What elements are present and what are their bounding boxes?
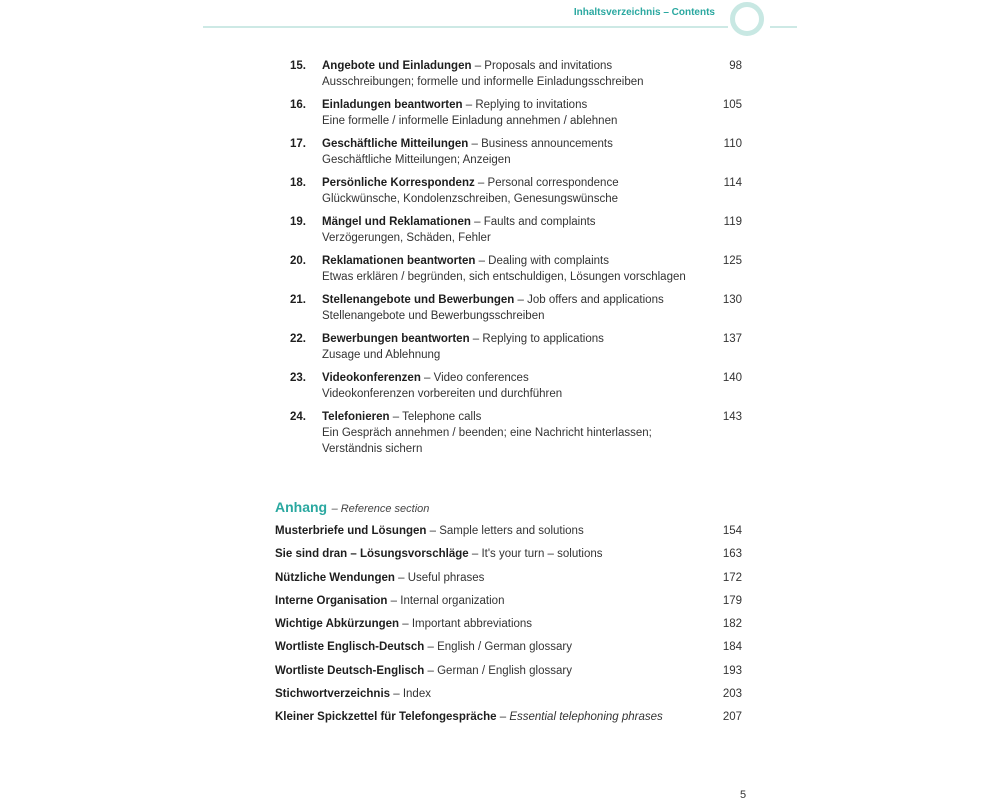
appendix-page-number: 207 bbox=[722, 711, 742, 723]
chapter-title-en: Dealing with complaints bbox=[488, 255, 609, 267]
appendix-title: Anhang bbox=[275, 499, 328, 515]
appendix-title-en: Sample letters and solutions bbox=[439, 525, 584, 537]
chapter-body bbox=[322, 214, 702, 246]
chapter-subtopics: Glückwünsche, Kondolenzschreiben, Genesungswünsche bbox=[322, 193, 618, 205]
toc-chapter-entry[interactable] bbox=[290, 253, 742, 292]
chapter-dash: – bbox=[514, 294, 528, 306]
chapter-subtopics: Verständnis sichern bbox=[322, 443, 423, 455]
chapter-dash: – bbox=[474, 177, 488, 189]
appendix-dash: – bbox=[394, 571, 408, 584]
chapter-number: 21. bbox=[290, 294, 306, 306]
chapter-number: 15. bbox=[290, 60, 306, 72]
chapter-subtopics: Geschäftliche Mitteilungen; Anzeigen bbox=[322, 154, 511, 166]
appendix-page-number: 154 bbox=[722, 525, 742, 537]
chapter-dash: – bbox=[475, 255, 489, 267]
chapter-body bbox=[322, 292, 702, 324]
appendix-entry[interactable] bbox=[275, 546, 742, 569]
chapter-heading-line bbox=[322, 409, 702, 425]
appendix-title-de: Musterbriefe und Lösungen bbox=[275, 525, 427, 537]
chapter-body bbox=[322, 97, 702, 129]
toc-chapter-entry[interactable] bbox=[290, 331, 742, 370]
chapter-number: 18. bbox=[290, 177, 306, 189]
chapter-title-de: Geschäftliche Mitteilungen bbox=[322, 138, 469, 150]
chapter-page-number: 137 bbox=[722, 333, 742, 345]
appendix-dash: – bbox=[496, 711, 510, 723]
chapter-body bbox=[322, 409, 702, 457]
toc-chapter-entry[interactable] bbox=[290, 214, 742, 253]
toc-chapter-entry[interactable] bbox=[290, 409, 742, 464]
appendix-page-number: 184 bbox=[722, 641, 742, 654]
chapter-heading-line bbox=[322, 97, 702, 113]
running-header: Inhaltsverzeichnis – Contents bbox=[573, 7, 715, 18]
appendix-dash: – bbox=[390, 687, 403, 700]
appendix-dash: – bbox=[424, 641, 438, 654]
chapter-title-de: Einladungen beantworten bbox=[322, 99, 463, 111]
appendix-title-en: It's your turn – solutions bbox=[481, 548, 603, 561]
chapter-page-number: 140 bbox=[722, 372, 742, 384]
appendix-heading bbox=[275, 499, 742, 523]
chapter-title-en: Personal correspondence bbox=[487, 177, 619, 189]
appendix-entry[interactable] bbox=[275, 523, 742, 546]
appendix-title-en: Useful phrases bbox=[407, 571, 485, 584]
chapter-title-de: Videokonferenzen bbox=[322, 372, 421, 384]
chapter-title-en: Proposals and invitations bbox=[484, 60, 613, 72]
chapter-body bbox=[322, 136, 702, 168]
chapter-body bbox=[322, 175, 702, 207]
toc-chapter-entry[interactable] bbox=[290, 292, 742, 331]
appendix-subtitle: – Reference section bbox=[331, 503, 430, 515]
chapter-body bbox=[322, 370, 702, 402]
appendix-title-de: Wortliste Englisch-Deutsch bbox=[275, 641, 425, 654]
chapter-dash: – bbox=[469, 333, 483, 345]
toc-chapter-entry[interactable] bbox=[290, 58, 742, 97]
chapter-number: 19. bbox=[290, 216, 306, 228]
appendix-dash: – bbox=[424, 664, 438, 677]
chapter-number: 24. bbox=[290, 411, 306, 423]
chapter-title-de: Stellenangebote und Bewerbungen bbox=[322, 294, 515, 306]
appendix-entry[interactable] bbox=[275, 616, 742, 639]
chapter-title-de: Angebote und Einladungen bbox=[322, 60, 472, 72]
appendix-title-en: Internal organization bbox=[400, 594, 505, 607]
appendix-title-de: Stichwortverzeichnis bbox=[275, 687, 391, 700]
toc-chapter-entry[interactable] bbox=[290, 136, 742, 175]
chapter-dash: – bbox=[389, 411, 403, 423]
chapter-subtopics: Ein Gespräch annehmen / beenden; eine Nachricht hinterlassen; bbox=[322, 427, 652, 439]
appendix-page-number: 172 bbox=[722, 571, 742, 584]
appendix-entry[interactable] bbox=[275, 593, 742, 616]
chapter-heading-line bbox=[322, 175, 702, 191]
header-rule-right bbox=[770, 26, 797, 28]
chapter-title-de: Bewerbungen beantworten bbox=[322, 333, 470, 345]
appendix-title-en: Essential telephoning phrases bbox=[509, 711, 663, 723]
appendix-page-number: 179 bbox=[722, 594, 742, 607]
chapter-title-de: Persönliche Korrespondenz bbox=[322, 177, 475, 189]
appendix-title-de: Kleiner Spickzettel für Telefongespräche bbox=[275, 711, 497, 723]
appendix-page-number: 182 bbox=[722, 618, 742, 630]
appendix-page-number: 163 bbox=[722, 548, 742, 561]
chapter-dash: – bbox=[420, 372, 434, 384]
chapter-number: 22. bbox=[290, 333, 306, 345]
header-ring-ornament bbox=[730, 2, 764, 36]
chapter-list bbox=[290, 58, 742, 464]
chapter-page-number: 105 bbox=[722, 99, 742, 111]
page-number: 5 bbox=[740, 789, 747, 801]
chapter-title-de: Mängel und Reklamationen bbox=[322, 216, 471, 228]
appendix-title-de: Wortliste Deutsch-Englisch bbox=[275, 664, 425, 677]
appendix-title-de: Sie sind dran – Lösungsvorschläge bbox=[275, 548, 469, 561]
chapter-heading-line bbox=[322, 331, 702, 347]
chapter-dash: – bbox=[471, 60, 485, 72]
chapter-title-de: Reklamationen beantworten bbox=[322, 255, 476, 267]
chapter-body bbox=[322, 58, 702, 90]
chapter-title-en: Telephone calls bbox=[402, 411, 482, 423]
chapter-number: 20. bbox=[290, 255, 306, 267]
appendix-entry[interactable] bbox=[275, 639, 742, 662]
chapter-title-en: Business announcements bbox=[481, 138, 613, 150]
chapter-page-number: 125 bbox=[722, 255, 742, 267]
appendix-page-number: 193 bbox=[722, 664, 742, 677]
appendix-dash: – bbox=[387, 594, 401, 607]
appendix-section bbox=[275, 499, 742, 732]
chapter-heading-line bbox=[322, 253, 702, 269]
appendix-title-de: Interne Organisation bbox=[275, 594, 388, 607]
toc-chapter-entry[interactable] bbox=[290, 175, 742, 214]
appendix-list bbox=[275, 523, 742, 732]
appendix-title-de: Nützliche Wendungen bbox=[275, 571, 395, 584]
appendix-title-en: Index bbox=[402, 687, 431, 700]
appendix-page-number: 203 bbox=[722, 687, 742, 700]
chapter-body bbox=[322, 253, 702, 285]
chapter-number: 16. bbox=[290, 99, 306, 111]
chapter-title-en: Video conferences bbox=[433, 372, 529, 384]
chapter-number: 17. bbox=[290, 138, 306, 150]
appendix-entry[interactable] bbox=[275, 570, 742, 593]
appendix-title-en: German / English glossary bbox=[437, 664, 572, 677]
chapter-heading-line bbox=[322, 292, 702, 308]
chapter-dash: – bbox=[462, 99, 476, 111]
chapter-subtopics: Etwas erklären / begründen, sich entschuldigen, Lösungen vorschlagen bbox=[322, 271, 686, 283]
appendix-dash: – bbox=[399, 618, 412, 630]
appendix-entry[interactable] bbox=[275, 709, 742, 732]
chapter-heading-line bbox=[322, 58, 702, 74]
chapter-title-en: Replying to invitations bbox=[475, 99, 588, 111]
appendix-dash: – bbox=[426, 525, 440, 537]
toc-chapter-entry[interactable] bbox=[290, 370, 742, 409]
chapter-heading-line bbox=[322, 370, 702, 386]
chapter-subtopics: Eine formelle / informelle Einladung annehmen / ablehnen bbox=[322, 115, 618, 127]
appendix-title-en: English / German glossary bbox=[437, 641, 572, 654]
chapter-body bbox=[322, 331, 702, 363]
chapter-heading-line bbox=[322, 214, 702, 230]
appendix-title-en: Important abbreviations bbox=[411, 618, 533, 630]
chapter-subtopics: Ausschreibungen; formelle und informelle Einladungsschreiben bbox=[322, 76, 644, 88]
chapter-subtopics: Videokonferenzen vorbereiten und durchführen bbox=[322, 388, 563, 400]
chapter-dash: – bbox=[468, 138, 482, 150]
chapter-page-number: 114 bbox=[723, 177, 742, 189]
chapter-page-number: 98 bbox=[729, 60, 742, 72]
chapter-page-number: 143 bbox=[722, 411, 742, 423]
appendix-title-de: Wichtige Abkürzungen bbox=[275, 618, 400, 630]
chapter-page-number: 130 bbox=[722, 294, 742, 306]
appendix-entry[interactable] bbox=[275, 663, 742, 686]
chapter-heading-line bbox=[322, 136, 702, 152]
chapter-title-en: Faults and complaints bbox=[483, 216, 596, 228]
chapter-dash: – bbox=[470, 216, 484, 228]
chapter-number: 23. bbox=[290, 372, 306, 384]
chapter-subtopics: Zusage und Ablehnung bbox=[322, 349, 441, 361]
chapter-subtopics: Verzögerungen, Schäden, Fehler bbox=[322, 232, 491, 244]
chapter-title-en: Job offers and applications bbox=[527, 294, 664, 306]
chapter-title-de: Telefonieren bbox=[322, 411, 390, 423]
chapter-page-number: 110 bbox=[723, 138, 742, 150]
toc-chapter-entry[interactable] bbox=[290, 97, 742, 136]
chapter-subtopics: Stellenangebote und Bewerbungsschreiben bbox=[322, 310, 545, 322]
chapter-title-en: Replying to applications bbox=[482, 333, 604, 345]
appendix-entry[interactable] bbox=[275, 686, 742, 709]
header-rule bbox=[203, 26, 728, 28]
appendix-dash: – bbox=[468, 548, 482, 561]
chapter-page-number: 119 bbox=[723, 216, 742, 228]
